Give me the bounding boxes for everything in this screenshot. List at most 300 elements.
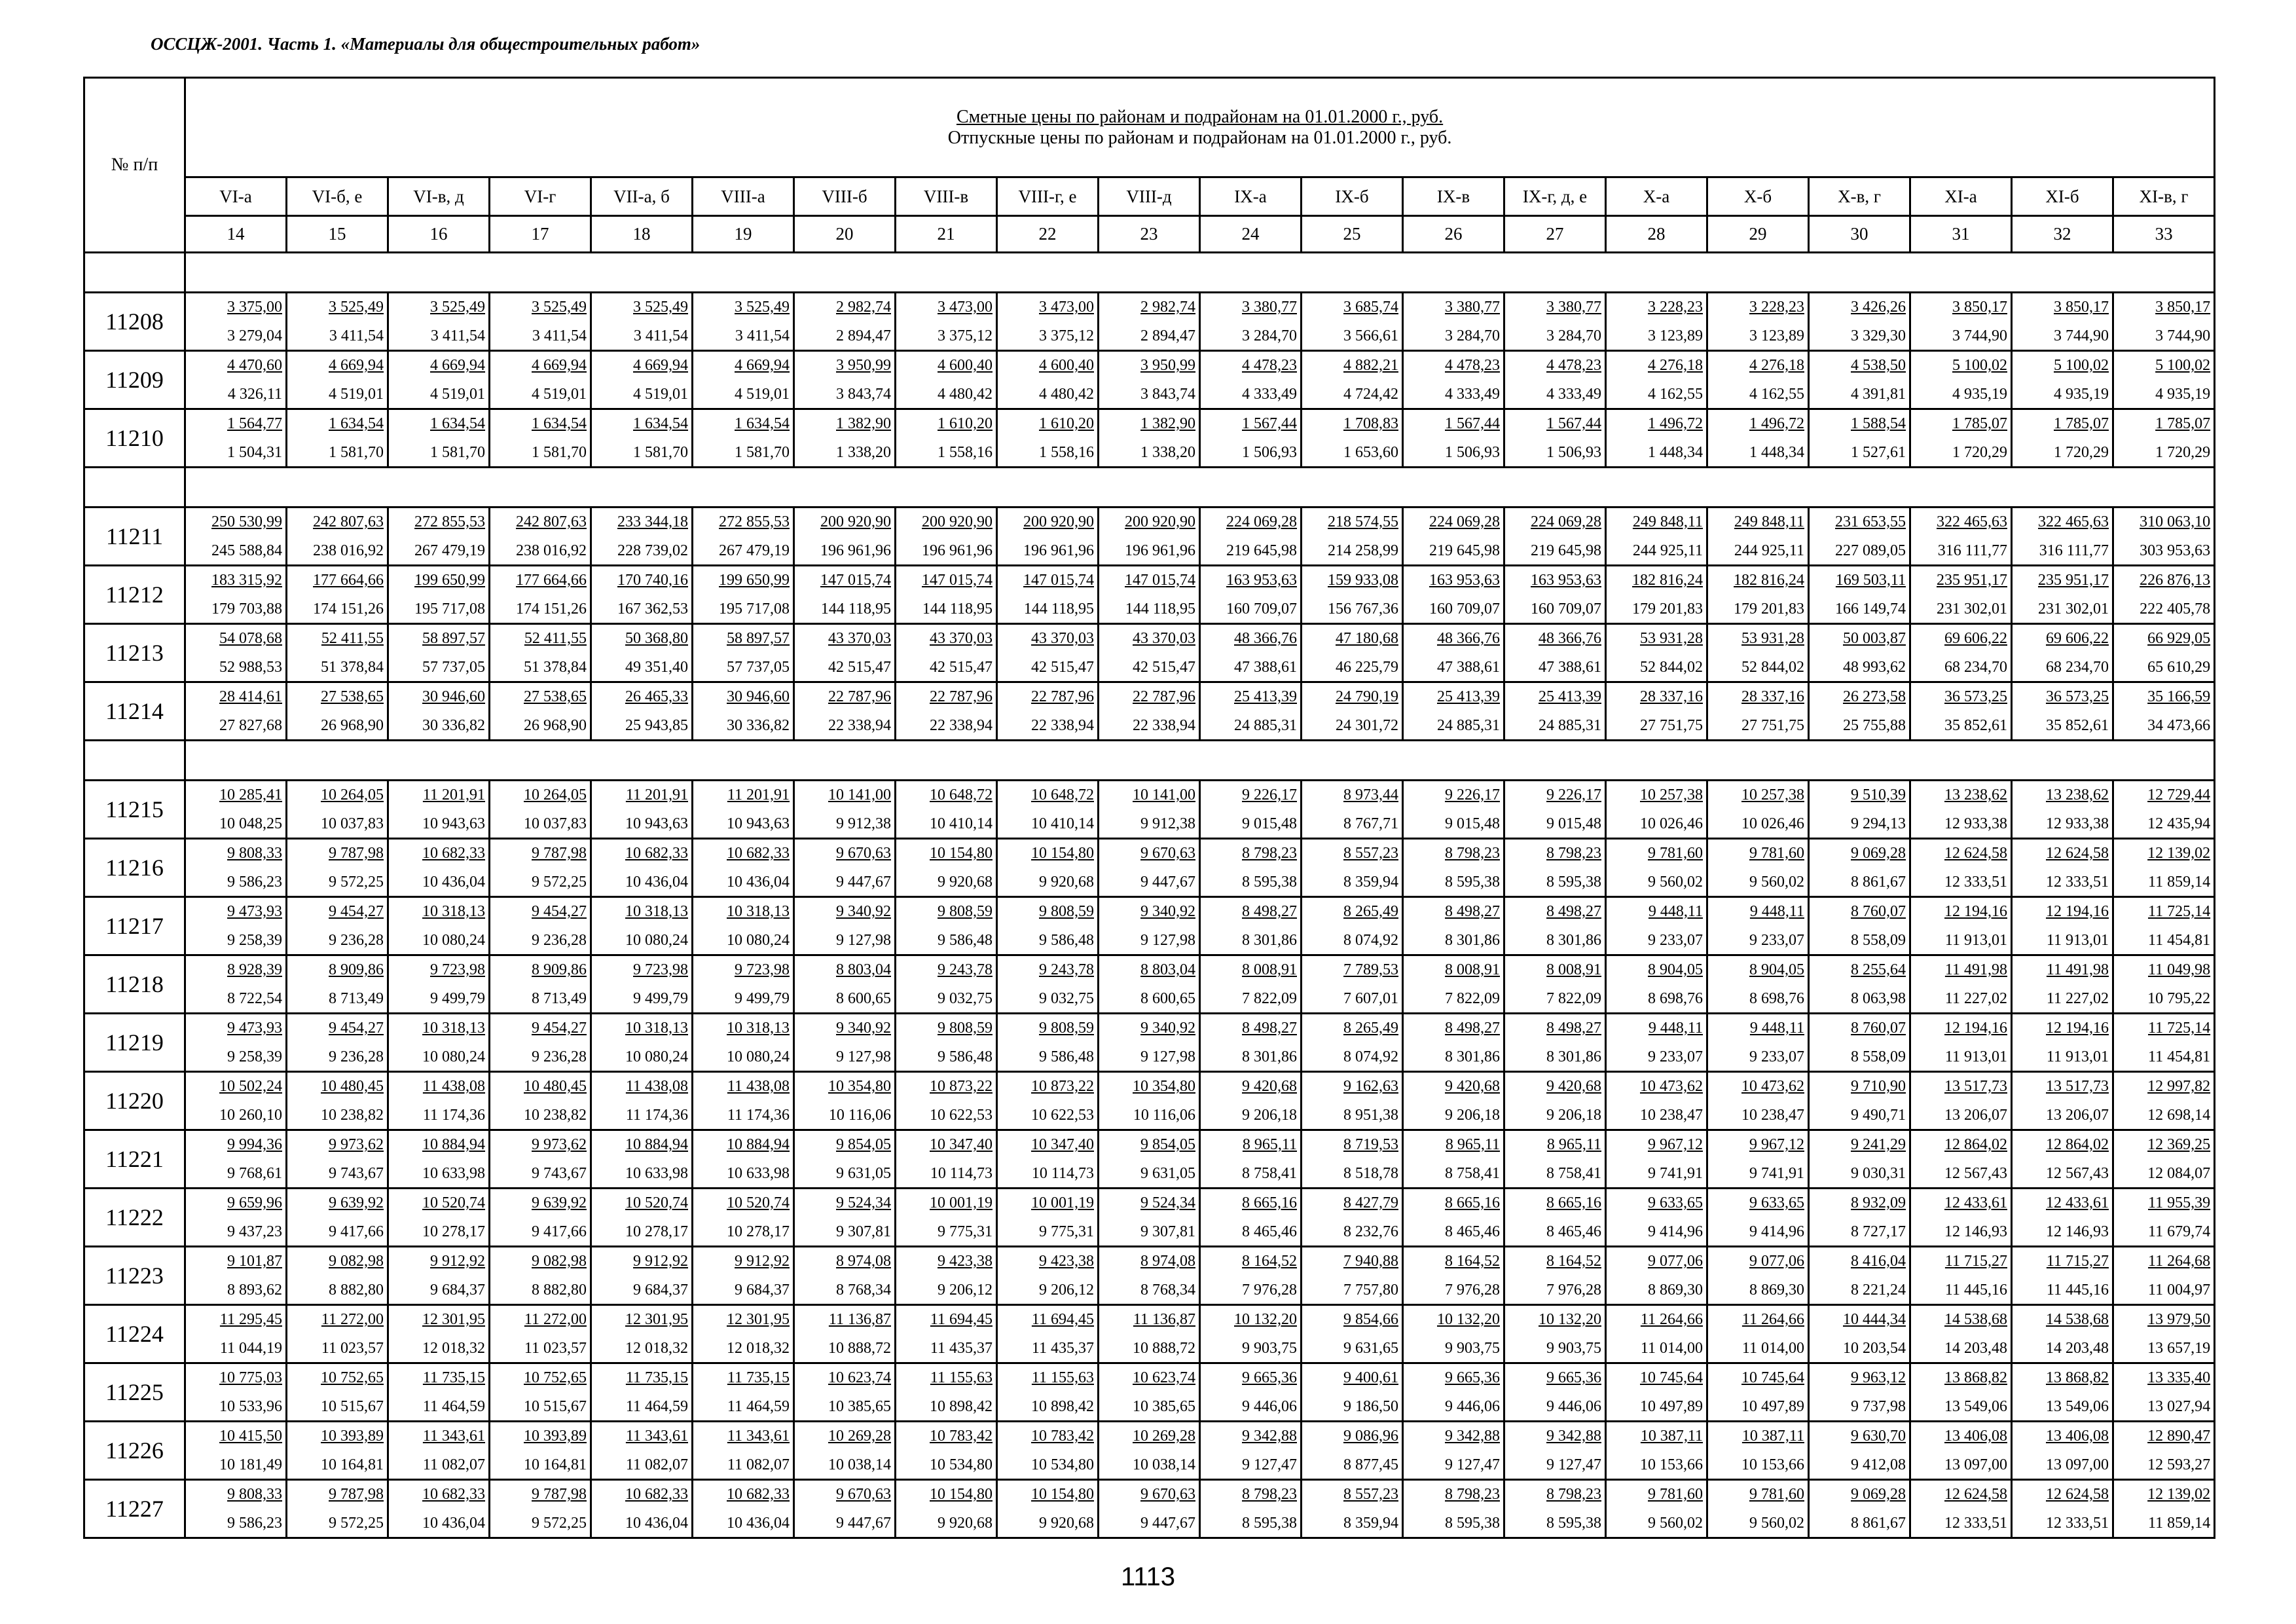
release-price: 11 435,37 <box>930 1340 993 1357</box>
price-cell <box>997 1305 1099 1363</box>
price-cell <box>1200 839 1302 897</box>
release-price: 9 903,75 <box>1445 1340 1500 1357</box>
release-price: 9 127,98 <box>836 1048 891 1065</box>
price-cell <box>896 293 997 351</box>
estimate-price: 8 665,16 <box>1242 1194 1297 1211</box>
estimate-price: 10 393,89 <box>524 1428 587 1445</box>
price-cell <box>1707 1014 1809 1072</box>
price-cell <box>1099 351 1200 409</box>
price-cell <box>591 1247 693 1305</box>
release-price: 9 912,38 <box>836 815 891 832</box>
release-price: 42 515,47 <box>828 659 891 676</box>
price-cell <box>1200 1305 1302 1363</box>
table-row <box>84 1422 2215 1480</box>
estimate-price: 9 069,28 <box>1851 845 1906 862</box>
release-price: 3 411,54 <box>329 327 384 344</box>
release-price: 174 151,26 <box>516 600 587 618</box>
estimate-price: 3 850,17 <box>2054 299 2109 316</box>
release-price: 9 631,05 <box>1140 1165 1195 1182</box>
price-cell <box>1302 351 1403 409</box>
estimate-price: 9 342,88 <box>1445 1428 1500 1445</box>
estimate-price: 8 965,11 <box>1546 1136 1601 1153</box>
release-price: 4 480,42 <box>938 386 993 403</box>
estimate-price: 3 426,26 <box>1851 299 1906 316</box>
release-price: 179 201,83 <box>1632 600 1703 618</box>
release-price: 8 221,24 <box>1851 1282 1906 1299</box>
release-price: 4 935,19 <box>1952 386 2007 403</box>
price-cell <box>997 293 1099 351</box>
zone-header: VIII-а <box>693 177 794 216</box>
estimate-price: 9 340,92 <box>1140 903 1195 920</box>
release-price: 12 146,93 <box>1944 1223 2007 1240</box>
estimate-price: 9 077,06 <box>1648 1253 1703 1270</box>
release-price: 9 560,02 <box>1648 1515 1703 1532</box>
estimate-price: 8 416,04 <box>1851 1253 1906 1270</box>
price-cell <box>1606 682 1707 741</box>
release-price: 10 238,82 <box>321 1107 384 1124</box>
release-price: 8 301,86 <box>1546 932 1601 949</box>
price-cell <box>1302 1480 1403 1538</box>
release-price: 9 437,23 <box>227 1223 282 1240</box>
price-cell <box>1200 409 1302 468</box>
price-cell <box>1707 1480 1809 1538</box>
release-price: 7 822,09 <box>1546 990 1601 1007</box>
price-cell <box>1606 1014 1707 1072</box>
estimate-price: 9 808,59 <box>1039 903 1094 920</box>
release-price: 11 464,59 <box>422 1398 485 1415</box>
estimate-price: 10 154,80 <box>1031 845 1094 862</box>
price-cell <box>2113 1305 2215 1363</box>
release-price: 1 506,93 <box>1242 444 1297 461</box>
release-price: 7 757,80 <box>1343 1282 1398 1299</box>
estimate-price: 322 465,63 <box>1937 513 2007 530</box>
header-prices <box>185 78 2215 177</box>
price-cell <box>1910 566 2012 624</box>
release-price: 8 595,38 <box>1546 874 1601 891</box>
estimate-price: 9 854,05 <box>1140 1136 1195 1153</box>
header-estimate-prices: Сметные цены по районам и подрайонам на 01.01.2000 г., руб. <box>956 106 1444 127</box>
release-price: 12 933,38 <box>1944 815 2007 832</box>
price-cell <box>490 955 591 1014</box>
release-price: 8 768,34 <box>1140 1282 1195 1299</box>
price-cell <box>490 682 591 741</box>
estimate-price: 170 740,16 <box>617 572 688 589</box>
estimate-price: 11 491,98 <box>1944 961 2007 978</box>
release-price: 8 595,38 <box>1242 1515 1297 1532</box>
estimate-price: 10 154,80 <box>1031 1486 1094 1503</box>
estimate-price: 8 798,23 <box>1445 1486 1500 1503</box>
price-cell <box>1606 566 1707 624</box>
price-cell <box>1200 1363 1302 1422</box>
price-cell <box>591 351 693 409</box>
price-cell <box>997 1014 1099 1072</box>
release-price: 8 767,71 <box>1343 815 1398 832</box>
price-cell <box>490 1014 591 1072</box>
release-price: 9 741,91 <box>1648 1165 1703 1182</box>
price-cell <box>896 1422 997 1480</box>
price-cell <box>1606 1422 1707 1480</box>
release-price: 9 446,06 <box>1445 1398 1500 1415</box>
price-cell <box>1200 507 1302 566</box>
estimate-price: 4 478,23 <box>1546 357 1601 374</box>
column-number: 32 <box>2012 216 2113 253</box>
release-price: 11 913,01 <box>2046 1048 2109 1065</box>
price-cell <box>185 624 287 682</box>
price-cell <box>1707 897 1809 955</box>
release-price: 10 410,14 <box>1031 815 1094 832</box>
estimate-price: 10 682,33 <box>625 1486 688 1503</box>
price-cell <box>591 682 693 741</box>
price-cell <box>185 1072 287 1130</box>
release-price: 65 610,29 <box>2147 659 2211 676</box>
release-price: 10 238,47 <box>1640 1107 1703 1124</box>
release-price: 8 518,78 <box>1343 1165 1398 1182</box>
estimate-price: 250 530,99 <box>211 513 282 530</box>
price-cell <box>1707 1422 1809 1480</box>
price-cell <box>896 1014 997 1072</box>
price-cell <box>1099 839 1200 897</box>
release-price: 12 933,38 <box>2046 815 2109 832</box>
release-price: 9 631,65 <box>1343 1340 1398 1357</box>
estimate-price: 9 787,98 <box>532 845 587 862</box>
release-price: 10 038,14 <box>828 1456 891 1473</box>
estimate-price: 3 525,49 <box>532 299 587 316</box>
estimate-price: 3 228,23 <box>1648 299 1703 316</box>
release-price: 10 278,17 <box>727 1223 790 1240</box>
release-price: 9 912,38 <box>1140 815 1195 832</box>
estimate-price: 28 337,16 <box>1741 688 1804 705</box>
price-cell <box>185 1130 287 1189</box>
release-price: 11 913,01 <box>1944 1048 2007 1065</box>
estimate-price: 1 567,44 <box>1242 415 1297 432</box>
release-price: 1 504,31 <box>227 444 282 461</box>
estimate-price: 11 272,00 <box>321 1311 384 1328</box>
estimate-price: 48 366,76 <box>1539 630 1601 647</box>
zone-header: X-в, г <box>1809 177 1910 216</box>
release-price: 52 844,02 <box>1640 659 1703 676</box>
release-price: 9 684,37 <box>735 1282 790 1299</box>
estimate-price: 10 132,20 <box>1234 1311 1297 1328</box>
estimate-price: 9 454,27 <box>532 903 587 920</box>
release-price: 10 497,89 <box>1741 1398 1804 1415</box>
release-price: 42 515,47 <box>1133 659 1195 676</box>
estimate-price: 9 243,78 <box>1039 961 1094 978</box>
estimate-price: 30 946,60 <box>727 688 790 705</box>
price-cell <box>287 507 388 566</box>
release-price: 9 631,05 <box>836 1165 891 1182</box>
release-price: 1 338,20 <box>1140 444 1195 461</box>
release-price: 10 238,82 <box>524 1107 587 1124</box>
price-cell <box>185 839 287 897</box>
price-cell <box>1504 1014 1606 1072</box>
estimate-price: 12 194,16 <box>2046 1020 2109 1037</box>
estimate-price: 9 665,36 <box>1445 1369 1500 1386</box>
release-price: 13 549,06 <box>2046 1398 2109 1415</box>
price-cell <box>591 1130 693 1189</box>
price-cell <box>693 1422 794 1480</box>
estimate-price: 11 735,15 <box>422 1369 485 1386</box>
release-price: 22 338,94 <box>1133 717 1195 734</box>
estimate-price: 10 141,00 <box>1133 786 1195 803</box>
estimate-price: 8 760,07 <box>1851 1020 1906 1037</box>
release-price: 1 720,29 <box>2054 444 2109 461</box>
price-cell <box>1809 566 1910 624</box>
release-price: 8 893,62 <box>227 1282 282 1299</box>
release-price: 47 388,61 <box>1234 659 1297 676</box>
release-price: 9 236,28 <box>329 932 384 949</box>
price-cell <box>1302 624 1403 682</box>
release-price: 174 151,26 <box>313 600 384 618</box>
estimate-price: 8 498,27 <box>1242 1020 1297 1037</box>
price-cell <box>2012 293 2113 351</box>
price-cell <box>896 1072 997 1130</box>
release-price: 10 114,73 <box>1031 1165 1094 1182</box>
release-price: 9 741,91 <box>1749 1165 1804 1182</box>
estimate-price: 11 694,45 <box>1031 1311 1094 1328</box>
zone-header: IX-а <box>1200 177 1302 216</box>
price-cell <box>2012 781 2113 839</box>
release-price: 267 479,19 <box>414 542 485 559</box>
release-price: 8 713,49 <box>532 990 587 1007</box>
release-price: 219 645,98 <box>1429 542 1500 559</box>
price-cell <box>997 1247 1099 1305</box>
release-price: 11 014,00 <box>1741 1340 1804 1357</box>
price-cell <box>896 897 997 955</box>
price-cell <box>388 351 490 409</box>
price-cell <box>1910 1014 2012 1072</box>
section-separator-row <box>84 741 2215 781</box>
estimate-price: 10 473,62 <box>1640 1078 1703 1095</box>
estimate-price: 8 498,27 <box>1445 1020 1500 1037</box>
price-cell <box>794 1480 896 1538</box>
release-price: 1 653,60 <box>1343 444 1398 461</box>
price-cell <box>1504 955 1606 1014</box>
release-price: 3 329,30 <box>1851 327 1906 344</box>
estimate-price: 5 100,02 <box>2054 357 2109 374</box>
estimate-price: 163 953,63 <box>1429 572 1500 589</box>
release-price: 4 724,42 <box>1343 386 1398 403</box>
estimate-price: 163 953,63 <box>1226 572 1297 589</box>
zone-header: IX-б <box>1302 177 1403 216</box>
release-price: 7 607,01 <box>1343 990 1398 1007</box>
release-price: 8 359,94 <box>1343 1515 1398 1532</box>
release-price: 11 082,07 <box>422 1456 485 1473</box>
release-price: 8 595,38 <box>1445 874 1500 891</box>
item-number: 11218 <box>84 955 185 1014</box>
release-price: 8 465,46 <box>1242 1223 1297 1240</box>
release-price: 196 961,96 <box>922 542 993 559</box>
price-cell <box>693 682 794 741</box>
price-cell <box>490 507 591 566</box>
price-cell <box>1910 897 2012 955</box>
release-price: 3 843,74 <box>1140 386 1195 403</box>
estimate-price: 9 781,60 <box>1648 1486 1703 1503</box>
release-price: 10 260,10 <box>219 1107 282 1124</box>
price-cell <box>1606 897 1707 955</box>
price-cell <box>1504 1189 1606 1247</box>
estimate-price: 9 973,62 <box>329 1136 384 1153</box>
column-number: 29 <box>1707 216 1809 253</box>
estimate-price: 3 380,77 <box>1242 299 1297 316</box>
price-cell <box>1707 1130 1809 1189</box>
estimate-price: 9 787,98 <box>329 845 384 862</box>
column-number: 16 <box>388 216 490 253</box>
table-row <box>84 839 2215 897</box>
zone-header: VIII-в <box>896 177 997 216</box>
price-cell <box>591 839 693 897</box>
price-cell <box>2012 507 2113 566</box>
estimate-price: 10 623,74 <box>1133 1369 1195 1386</box>
release-price: 1 448,34 <box>1648 444 1703 461</box>
release-price: 35 852,61 <box>2046 717 2109 734</box>
estimate-price: 8 498,27 <box>1546 903 1601 920</box>
estimate-price: 9 226,17 <box>1546 786 1601 803</box>
estimate-price: 9 226,17 <box>1242 786 1297 803</box>
price-cell <box>1302 1189 1403 1247</box>
table-row <box>84 351 2215 409</box>
release-price: 8 951,38 <box>1343 1107 1398 1124</box>
estimate-price: 3 525,49 <box>430 299 485 316</box>
release-price: 9 920,68 <box>938 874 993 891</box>
table-row <box>84 897 2215 955</box>
release-price: 9 206,12 <box>938 1282 993 1299</box>
release-price: 166 149,74 <box>1835 600 1906 618</box>
price-cell <box>1099 1189 1200 1247</box>
zone-header: XI-в, г <box>2113 177 2215 216</box>
release-price: 8 882,80 <box>329 1282 384 1299</box>
estimate-price: 4 882,21 <box>1343 357 1398 374</box>
price-cell <box>2113 507 2215 566</box>
estimate-price: 52 411,55 <box>321 630 384 647</box>
estimate-price: 9 454,27 <box>329 903 384 920</box>
estimate-price: 10 473,62 <box>1741 1078 1804 1095</box>
estimate-price: 25 413,39 <box>1539 688 1601 705</box>
estimate-price: 10 752,65 <box>524 1369 587 1386</box>
release-price: 7 976,28 <box>1242 1282 1297 1299</box>
estimate-price: 9 912,92 <box>633 1253 688 1270</box>
price-cell <box>388 1363 490 1422</box>
price-cell <box>2113 1189 2215 1247</box>
estimate-price: 11 264,66 <box>1640 1311 1703 1328</box>
release-price: 11 023,57 <box>524 1340 587 1357</box>
item-number: 11212 <box>84 566 185 624</box>
price-cell <box>794 1072 896 1130</box>
estimate-price: 12 301,95 <box>625 1311 688 1328</box>
release-price: 8 600,65 <box>836 990 891 1007</box>
estimate-price: 3 850,17 <box>1952 299 2007 316</box>
price-cell <box>1403 566 1504 624</box>
price-cell <box>388 955 490 1014</box>
release-price: 4 519,01 <box>430 386 485 403</box>
release-price: 144 118,95 <box>1125 600 1195 618</box>
price-cell <box>287 897 388 955</box>
estimate-price: 13 406,08 <box>1944 1428 2007 1445</box>
release-price: 9 015,48 <box>1546 815 1601 832</box>
release-price: 9 920,68 <box>1039 1515 1094 1532</box>
estimate-price: 13 517,73 <box>1944 1078 2007 1095</box>
price-cell <box>2113 566 2215 624</box>
price-cell <box>287 409 388 468</box>
estimate-price: 12 729,44 <box>2147 786 2211 803</box>
estimate-price: 53 931,28 <box>1741 630 1804 647</box>
release-price: 4 333,49 <box>1242 386 1297 403</box>
column-number: 24 <box>1200 216 1302 253</box>
price-cell <box>693 1363 794 1422</box>
release-price: 10 026,46 <box>1640 815 1703 832</box>
price-cell <box>1809 1014 1910 1072</box>
release-price: 12 084,07 <box>2147 1165 2211 1182</box>
release-price: 24 885,31 <box>1437 717 1500 734</box>
price-cell <box>997 1480 1099 1538</box>
price-cell <box>388 1072 490 1130</box>
estimate-price: 11 715,27 <box>2046 1253 2109 1270</box>
item-number: 11219 <box>84 1014 185 1072</box>
price-cell <box>1707 1189 1809 1247</box>
estimate-price: 9 241,29 <box>1851 1136 1906 1153</box>
estimate-price: 224 069,28 <box>1429 513 1500 530</box>
price-cell <box>490 566 591 624</box>
release-price: 4 162,55 <box>1648 386 1703 403</box>
estimate-price: 8 803,04 <box>836 961 891 978</box>
price-cell <box>1099 1363 1200 1422</box>
price-cell <box>997 1130 1099 1189</box>
column-number: 31 <box>1910 216 2012 253</box>
release-price: 22 338,94 <box>1031 717 1094 734</box>
release-price: 9 743,67 <box>329 1165 384 1182</box>
estimate-price: 1 785,07 <box>2054 415 2109 432</box>
price-cell <box>1707 293 1809 351</box>
estimate-price: 3 375,00 <box>227 299 282 316</box>
release-price: 8 359,94 <box>1343 874 1398 891</box>
price-cell <box>693 1480 794 1538</box>
release-price: 9 586,48 <box>938 932 993 949</box>
estimate-price: 13 335,40 <box>2147 1369 2211 1386</box>
release-price: 10 436,04 <box>625 1515 688 1532</box>
release-price: 9 127,47 <box>1546 1456 1601 1473</box>
release-price: 9 586,23 <box>227 874 282 891</box>
price-cell <box>1099 1422 1200 1480</box>
release-price: 1 506,93 <box>1445 444 1500 461</box>
section-separator-cell <box>84 253 185 293</box>
price-cell <box>1809 1480 1910 1538</box>
release-price: 10 943,63 <box>422 815 485 832</box>
estimate-price: 8 265,49 <box>1343 903 1398 920</box>
release-price: 9 737,98 <box>1851 1398 1906 1415</box>
estimate-price: 10 444,34 <box>1843 1311 1906 1328</box>
price-cell <box>1200 1072 1302 1130</box>
release-price: 10 203,54 <box>1843 1340 1906 1357</box>
price-cell <box>388 1480 490 1538</box>
release-price: 9 775,31 <box>1039 1223 1094 1240</box>
estimate-price: 9 101,87 <box>227 1253 282 1270</box>
estimate-price: 249 848,11 <box>1632 513 1703 530</box>
estimate-price: 310 063,10 <box>2140 513 2211 530</box>
estimate-price: 11 264,66 <box>1741 1311 1804 1328</box>
release-price: 8 595,38 <box>1445 1515 1500 1532</box>
estimate-price: 8 904,05 <box>1648 961 1703 978</box>
estimate-price: 10 001,19 <box>1031 1194 1094 1211</box>
price-cell <box>1504 897 1606 955</box>
estimate-price: 10 257,38 <box>1741 786 1804 803</box>
price-cell <box>388 682 490 741</box>
estimate-price: 182 816,24 <box>1734 572 1804 589</box>
price-cell <box>1504 293 1606 351</box>
release-price: 9 233,07 <box>1648 932 1703 949</box>
release-price: 24 885,31 <box>1539 717 1601 734</box>
price-cell <box>1809 1130 1910 1189</box>
estimate-price: 14 538,68 <box>2046 1311 2109 1328</box>
release-price: 12 333,51 <box>2046 874 2109 891</box>
